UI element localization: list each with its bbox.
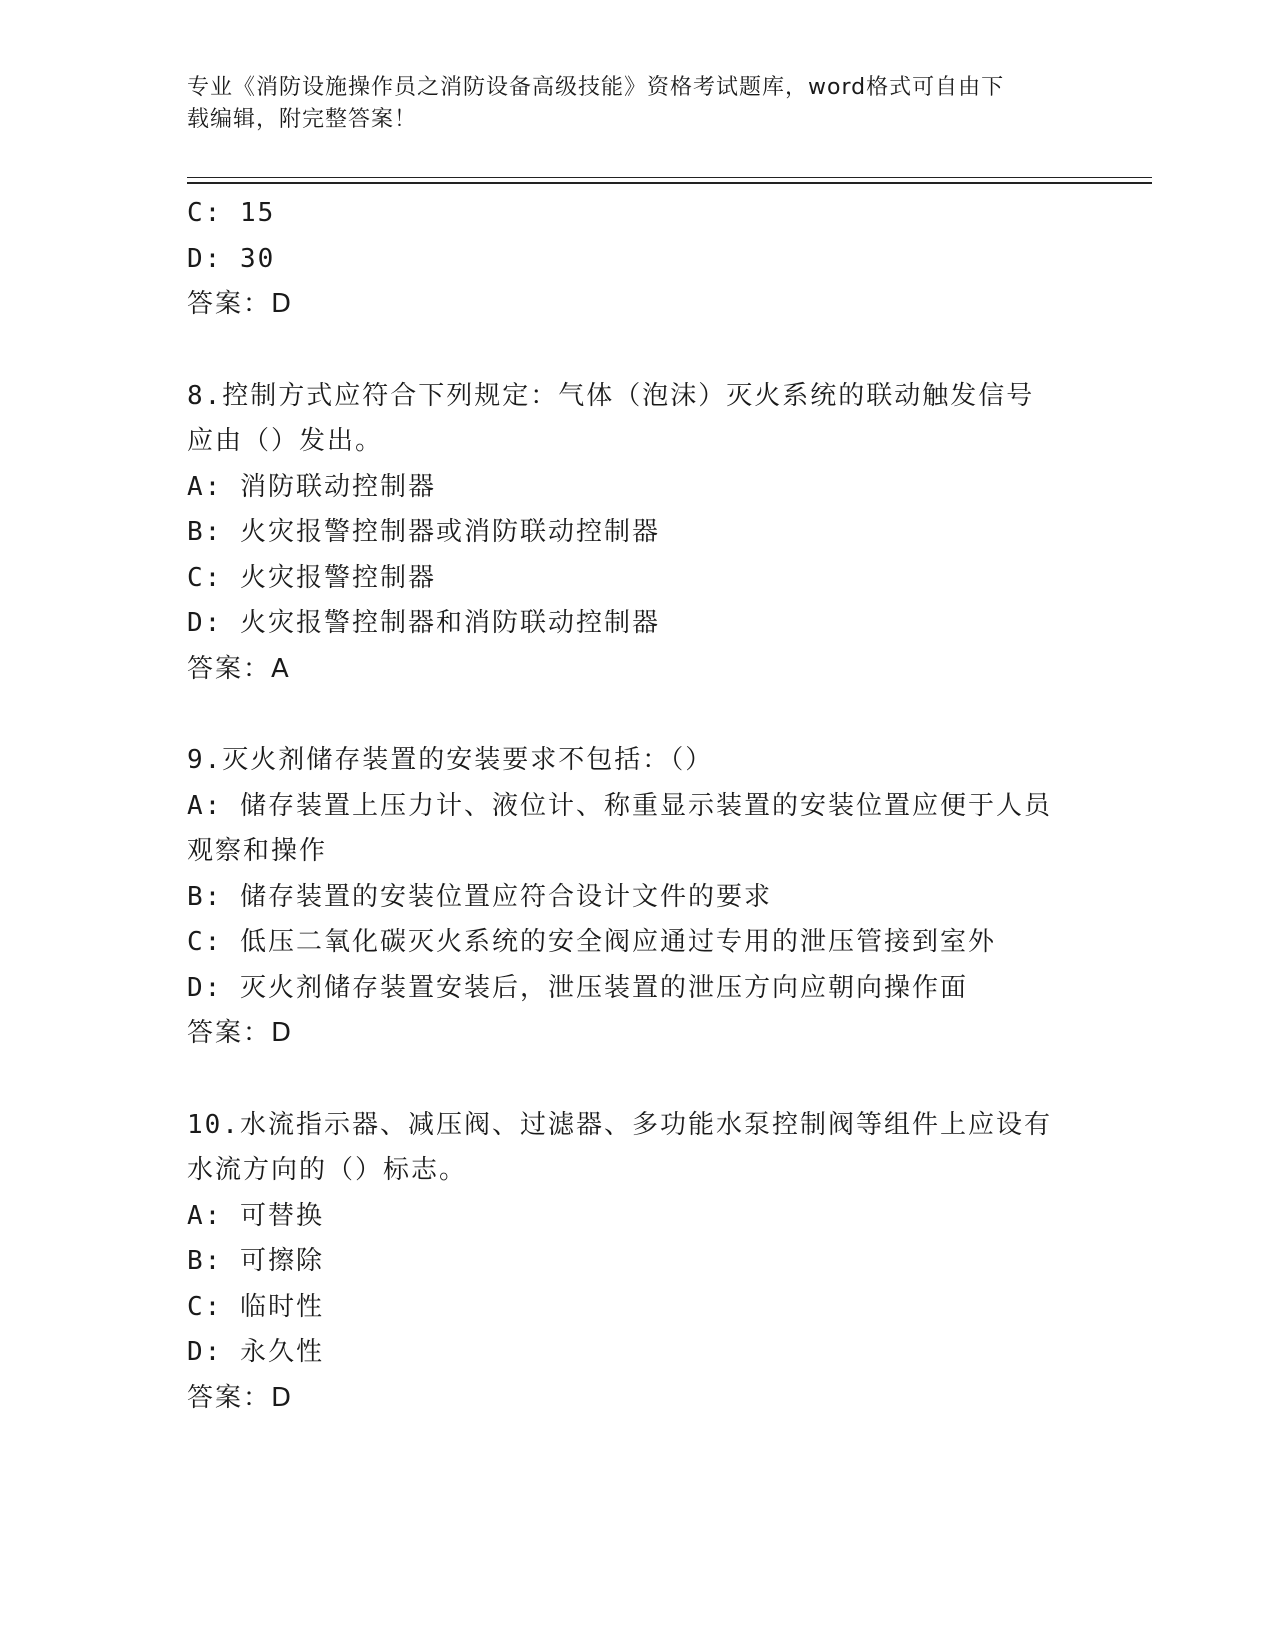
option-a: A: 消防联动控制器: [187, 471, 436, 502]
answer: 答案：D: [187, 1018, 294, 1048]
spacer: [187, 1057, 1087, 1103]
option-a: A: 储存装置上压力计、液位计、称重显示装置的安装位置应便于人员: [187, 790, 1052, 821]
option-b: B: 火灾报警控制器或消防联动控制器: [187, 517, 660, 547]
previous-question-tail: [187, 191, 1087, 328]
option-d: D: 灭火剂储存装置安装后，泄压装置的泄压方向应朝向操作面: [187, 972, 968, 1003]
question-stem: 水流方向的（）标志。: [187, 1155, 468, 1185]
option-a-continued: 观察和操作: [187, 836, 328, 866]
question-stem: 8.控制方式应符合下列规定：气体（泡沫）灭火系统的联动触发信号: [187, 380, 1035, 411]
answer: 答案：D: [187, 1382, 294, 1413]
header-divider-thick: [187, 182, 1152, 184]
option-b: B: 储存装置的安装位置应符合设计文件的要求: [187, 881, 772, 912]
header-divider-thin: [187, 177, 1152, 178]
answer: 答案：A: [187, 653, 291, 684]
spacer: [187, 328, 1087, 374]
spacer: [187, 692, 1087, 738]
option-b: B: 可擦除: [187, 1246, 324, 1276]
question-list: [187, 191, 1087, 1421]
option-c: C: 低压二氧化碳灭火系统的安全阀应通过专用的泄压管接到室外: [187, 927, 996, 957]
option-c: C: 火灾报警控制器: [187, 562, 436, 593]
question-10: [187, 1103, 1087, 1422]
answer: 答案：D: [187, 289, 294, 319]
page-header: [187, 72, 1067, 136]
question-stem: 9.灭火剂储存装置的安装要求不包括：（）: [187, 745, 714, 775]
question-9: [187, 738, 1087, 1057]
option-c: C: 15: [187, 198, 276, 228]
question-stem: 应由（）发出。: [187, 426, 384, 456]
question-stem: 10.水流指示器、减压阀、过滤器、多功能水泵控制阀等组件上应设有: [187, 1109, 1052, 1140]
header-line-2: 载编辑，附完整答案！: [187, 107, 418, 132]
option-d: D: 火灾报警控制器和消防联动控制器: [187, 608, 660, 638]
header-line-1: 专业《消防设施操作员之消防设备高级技能》资格考试题库，word格式可自由下: [187, 75, 1005, 100]
option-c: C: 临时性: [187, 1291, 324, 1322]
question-8: [187, 374, 1087, 693]
option-d: D: 30: [187, 243, 276, 274]
option-a: A: 可替换: [187, 1200, 324, 1231]
option-d: D: 永久性: [187, 1337, 324, 1367]
